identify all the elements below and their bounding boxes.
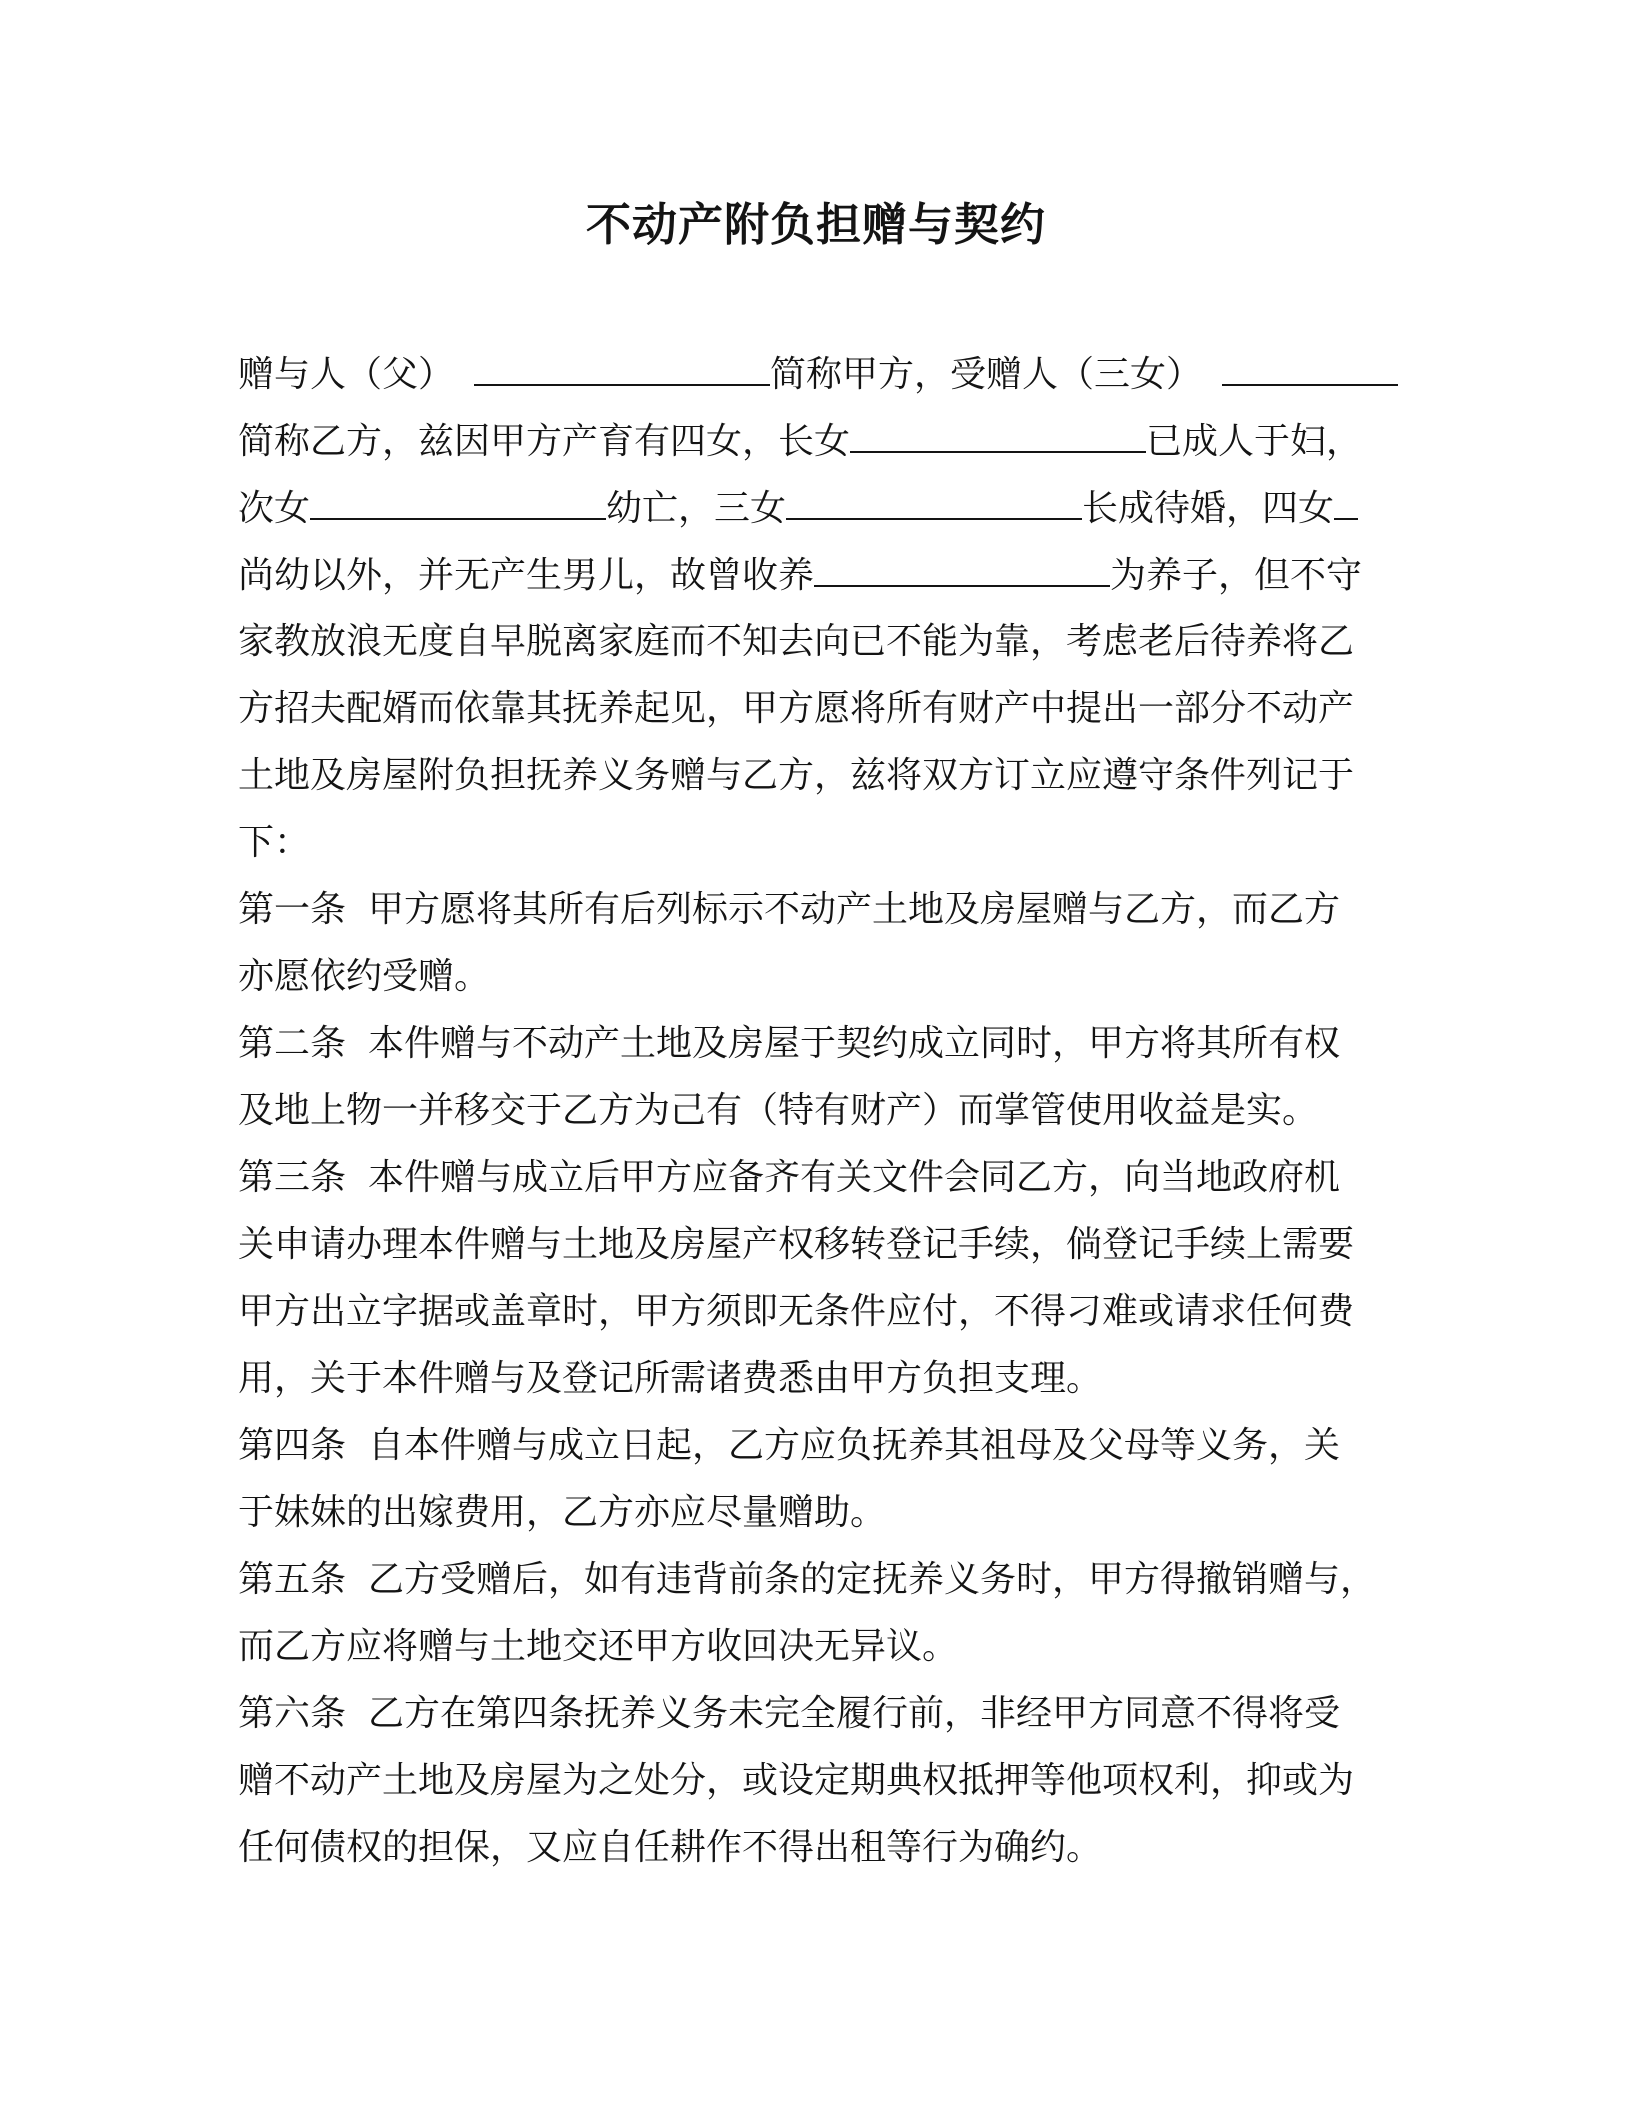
article-text: 乙方受赠后，如有违背前条的定抚养义务时，甲方得撤销赠与， [368,1559,1377,1600]
preamble-text: 尚幼以外，并无产生男儿，故曾收养 [238,555,815,596]
article-1-line-2: 亦愿依约受赠。 [238,956,491,997]
preamble-text: 为养子，但不守 [1110,555,1363,596]
article-4-line-1 [238,1412,1378,1479]
second-daughter-blank[interactable] [310,474,606,520]
article-label: 第四条 [238,1425,347,1466]
eldest-daughter-blank[interactable] [850,407,1146,453]
preamble-line-8: 下： [238,822,311,863]
article-2-line-2: 及地上物一并移交于乙方为己有（特有财产）而掌管使用收益是实。 [238,1090,1319,1131]
article-text: 乙方在第四条抚养义务未完全履行前，非经甲方同意不得将受 [368,1693,1341,1734]
article-3-line-4: 用，关于本件赠与及登记所需诸费悉由甲方负担支理。 [238,1358,1103,1399]
preamble-text: 简称甲方，受赠人（三女） [770,354,1203,395]
article-label: 第一条 [238,889,347,930]
preamble-text: 幼亡，三女 [606,488,787,529]
article-label: 第六条 [238,1693,347,1734]
preamble-line-2 [238,407,1378,474]
article-6-line-3: 任何债权的担保，又应自任耕作不得出租等行为确约。 [238,1827,1103,1868]
article-1-line-1 [238,876,1378,943]
article-3-line-1 [238,1144,1378,1211]
preamble-text: 已成人于妇， [1146,421,1363,462]
article-5-line-1 [238,1546,1378,1613]
third-daughter-blank[interactable] [786,474,1082,520]
article-text: 本件赠与不动产土地及房屋于契约成立同时，甲方将其所有权 [368,1023,1341,1064]
article-4-line-2: 于妹妹的出嫁费用，乙方亦应尽量赠助。 [238,1492,887,1533]
fourth-daughter-blank[interactable] [1334,474,1358,520]
preamble-text: 长成待婚，四女 [1082,488,1335,529]
preamble-line-4 [238,541,1378,608]
preamble-line-1 [238,340,1378,407]
article-text: 本件赠与成立后甲方应备齐有关文件会同乙方，向当地政府机 [368,1157,1341,1198]
article-2-line-1 [238,1010,1378,1077]
article-6-line-1 [238,1680,1378,1747]
donor-label: 赠与人（父） [238,354,455,395]
article-label: 第二条 [238,1023,347,1064]
adopted-son-blank[interactable] [814,541,1110,587]
document-body [238,340,1378,1881]
article-label: 第五条 [238,1559,347,1600]
preamble-line-7: 土地及房屋附负担抚养义务赠与乙方，兹将双方订立应遵守条件列记于 [238,755,1355,796]
preamble-text: 次女 [238,488,311,529]
article-3-line-3: 甲方出立字据或盖章时，甲方须即无条件应付，不得刁难或请求任何费 [238,1291,1355,1332]
document-title: 不动产附负担赠与契约 [585,198,1046,251]
preamble-line-6: 方招夫配婿而依靠其抚养起见，甲方愿将所有财产中提出一部分不动产 [238,688,1355,729]
preamble-line-5: 家教放浪无度自早脱离家庭而不知去向已不能为靠，考虑老后待养将乙 [238,621,1355,662]
article-text: 甲方愿将其所有后列标示不动产土地及房屋赠与乙方，而乙方 [368,889,1341,930]
donor-name-blank[interactable] [474,340,770,386]
recipient-name-blank[interactable] [1222,340,1398,386]
article-3-line-2: 关申请办理本件赠与土地及房屋产权移转登记手续，倘登记手续上需要 [238,1224,1355,1265]
preamble-text: 简称乙方，兹因甲方产育有四女，长女 [238,421,851,462]
preamble-line-3 [238,474,1378,541]
article-6-line-2: 赠不动产土地及房屋为之处分，或设定期典权抵押等他项权利，抑或为 [238,1760,1355,1801]
article-text: 自本件赠与成立日起，乙方应负抚养其祖母及父母等义务，关 [368,1425,1341,1466]
article-label: 第三条 [238,1157,347,1198]
article-5-line-2: 而乙方应将赠与土地交还甲方收回决无异议。 [238,1626,959,1667]
